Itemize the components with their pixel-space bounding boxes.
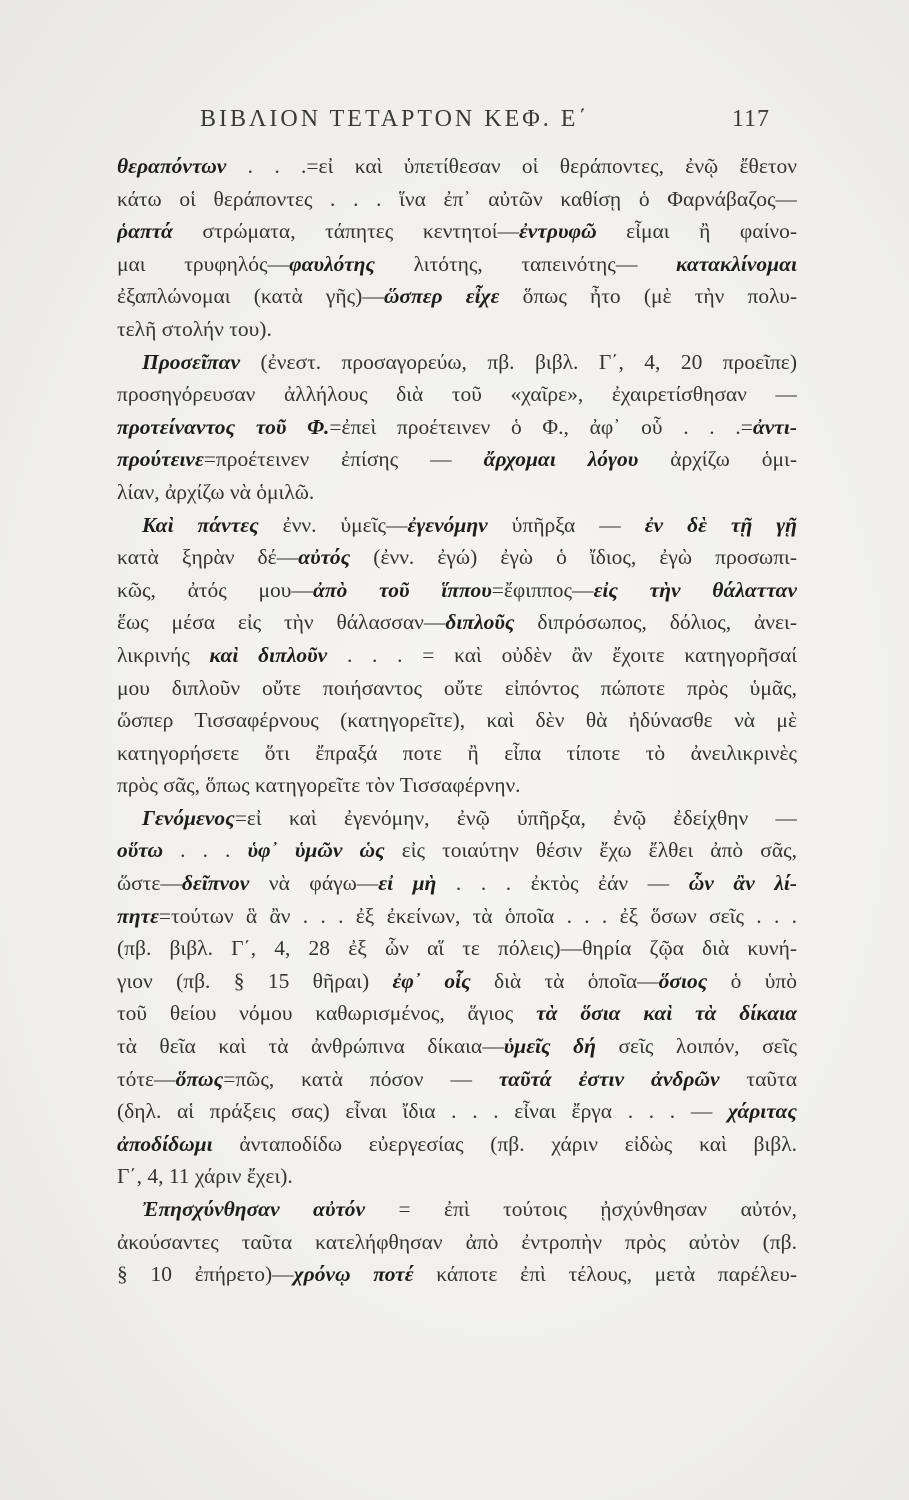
gloss-text: εἰς τοιαύτην θέσιν ἔχω ἔλθει ἀπὸ σᾶς,: [384, 838, 797, 863]
running-header: [200, 106, 770, 146]
gloss-text: ἐνν. ὑμεῖς—: [258, 512, 408, 537]
lemma-term: Καὶ πάντες: [142, 512, 259, 537]
text-line: [117, 150, 797, 183]
lemma-term: κατακλίνομαι: [675, 251, 797, 276]
lemma-term: θεραπόντων: [117, 154, 227, 178]
lemma-term: φαυλότης: [289, 251, 375, 276]
gloss-text: =προέτεινεν ἐπίσης —: [203, 447, 484, 472]
gloss-text: =τούτων ἃ ἂν . . . ἐξ ἐκείνων, τὰ ὁποῖα . . . ἐξ ὅσων σεῖς . . .: [158, 903, 797, 928]
gloss-text: εἶμαι ἢ φαίνο-: [596, 219, 797, 244]
gloss-text: . . . ἐκτὸς ἐάν —: [436, 871, 689, 896]
text-line: [117, 900, 797, 933]
gloss-text: ὅπως ἦτο (μὲ τὴν πολυ-: [499, 284, 797, 309]
gloss-text: = ἐπὶ τούτοις ᾐσχύνθησαν αὐτόν,: [365, 1197, 797, 1221]
gloss-text: ὥστε—: [117, 871, 182, 896]
lemma-term: ὅσιος: [658, 968, 708, 993]
gloss-text: στρώματα, τάπητες κεντητοί—: [172, 219, 519, 244]
lemma-term: Προσεῖπαν: [142, 349, 241, 374]
lemma-term: ἀποδίδωμι: [117, 1131, 213, 1156]
lemma-term: ἐντρυφῶ: [518, 219, 597, 244]
text-line: [117, 313, 797, 346]
lemma-term: ἀπὸ τοῦ ἵππου: [312, 577, 492, 602]
gloss-text: . . .=εἰ καὶ ὑπετίθεσαν οἱ θεράποντες, ἐνῷ ἔθετον: [226, 154, 797, 178]
text-line: [117, 248, 797, 281]
gloss-text: ἕως μέσα εἰς τὴν θάλασσαν—: [117, 610, 446, 635]
gloss-text: μαι τρυφηλός—: [117, 251, 290, 276]
gloss-text: τότε—: [117, 1066, 176, 1091]
gloss-text: τελῆ στολήν του).: [117, 316, 272, 341]
gloss-text: κάποτε ἐπὶ τέλους, μετὰ παρέλευ-: [413, 1262, 797, 1287]
lemma-term: δεῖπνον: [181, 871, 250, 896]
text-line: [117, 704, 797, 737]
running-title: ΒΙΒΛΙΟΝ ΤΕΤΑΡΤΟΝ ΚΕΦ. Ε΄: [200, 106, 590, 132]
gloss-text: μου διπλοῦν οὔτε ποιήσαντος οὔτε εἰπόντος πώποτε πρὸς ὑμᾶς,: [117, 675, 797, 700]
gloss-text: § 10 ἐπήρετο)—: [117, 1262, 294, 1287]
text-line: [117, 834, 797, 867]
lemma-term: ταῦτά ἐστιν ἀνδρῶν: [498, 1066, 720, 1091]
gloss-text: τοῦ θείου νόμου καθωρισμένος, ἅγιος: [117, 1001, 537, 1026]
lemma-term: ὅπως: [175, 1066, 224, 1091]
text-line: [117, 411, 797, 444]
text-line: [117, 1095, 797, 1128]
text-line: [117, 997, 797, 1030]
text-line: [117, 1030, 797, 1063]
gloss-text: διὰ τὰ ὁποῖα—: [470, 968, 659, 993]
text-line: [117, 1128, 797, 1161]
lemma-term: εἰς τὴν θάλατταν: [593, 577, 797, 602]
lemma-term: ἐγενόμην: [407, 512, 488, 537]
gloss-text: ἀρχίζω ὁμι-: [638, 447, 797, 472]
commentary-text: [117, 150, 797, 1291]
text-line: [117, 183, 797, 216]
lemma-term: ἄρχομαι λόγου: [483, 447, 639, 472]
text-line: [117, 606, 797, 639]
lemma-term: ὑφ᾽ ὑμῶν ὡς: [247, 838, 385, 863]
gloss-text: ὥσπερ Τισσαφέρνους (κατηγορεῖτε), καὶ δὲν θὰ ἠδύνασθε νὰ μὲ: [117, 708, 797, 733]
gloss-text: ἀκούσαντες ταῦτα κατελήφθησαν ἀπὸ ἐντροπὴν πρὸς αὐτὸν (πβ.: [117, 1229, 797, 1254]
lemma-term: Ἐπησχύνθησαν αὐτόν: [142, 1197, 366, 1221]
text-line: [117, 867, 797, 900]
gloss-text: (ἐνεστ. προσαγορεύω, πβ. βιβλ. Γ΄, 4, 20 προεῖπε): [240, 349, 797, 374]
lemma-term: ἀντι-: [752, 414, 797, 439]
gloss-text: κῶς, ἀτός μου—: [117, 577, 313, 602]
gloss-text: (ἐνν. ἐγώ) ἐγὼ ὁ ἴδιος, ἐγὼ προσωπι-: [350, 545, 797, 570]
text-line: [117, 965, 797, 998]
page-number: 117: [731, 106, 770, 132]
gloss-text: λιτότης, ταπεινότης—: [375, 251, 676, 276]
text-line: [117, 1258, 797, 1291]
gloss-text: =ἐπεὶ προέτεινεν ὁ Φ., ἀφ᾽ οὗ . . .=: [329, 414, 753, 439]
gloss-text: λικρινής: [117, 642, 210, 667]
gloss-text: . . .: [163, 838, 248, 863]
gloss-text: (πβ. βιβλ. Γ΄, 4, 28 ἐξ ὧν αἵ τε πόλεις)—θηρία ζῷα διὰ κυνή-: [117, 936, 797, 961]
text-line: [117, 476, 797, 509]
gloss-text: λίαν, ἀρχίζω νὰ ὁμιλῶ.: [117, 479, 315, 504]
gloss-text: (δηλ. αἱ πράξεις σας) εἶναι ἴδια . . . εἶναι ἔργα . . . —: [117, 1099, 728, 1124]
text-line: [117, 509, 797, 542]
text-line: [117, 802, 797, 835]
text-line: [117, 215, 797, 248]
gloss-text: ὁ ὑπὸ: [707, 968, 797, 993]
gloss-text: ὑπῆρξα —: [487, 512, 645, 537]
lemma-term: ῥαπτά: [117, 219, 173, 244]
lemma-term: προτείναντος τοῦ Φ.: [117, 414, 330, 439]
gloss-text: γιον (πβ. § 15 θῆραι): [117, 968, 393, 993]
gloss-text: νὰ φάγω—: [249, 871, 379, 896]
lemma-term: ἐν δὲ τῇ γῇ: [644, 512, 797, 537]
gloss-text: . . . = καὶ οὐδὲν ἂν ἔχοιτε κατηγορῆσαί: [327, 642, 797, 667]
gloss-text: =πῶς, κατὰ πόσον —: [223, 1066, 499, 1091]
text-line: [117, 1193, 797, 1226]
gloss-text: Γ΄, 4, 11 χάριν ἔχει).: [117, 1164, 293, 1189]
text-line: [117, 1160, 797, 1193]
lemma-term: πητε: [117, 903, 159, 928]
lemma-term: προύτεινε: [117, 447, 204, 472]
gloss-text: διπρόσωπος, δόλιος, ἀνει-: [514, 610, 797, 635]
gloss-text: κατηγορήσετε ὅτι ἔπραξά ποτε ἢ εἶπα τίποτε τὸ ἀνειλικρινὲς: [117, 740, 797, 765]
text-line: [117, 574, 797, 607]
gloss-text: προσηγόρευσαν ἀλλήλους διὰ τοῦ «χαῖρε», ἐχαιρετίσθησαν —: [117, 382, 797, 407]
text-line: [117, 672, 797, 705]
gloss-text: ἐξαπλώνομαι (κατὰ γῆς)—: [117, 284, 384, 309]
gloss-text: κατὰ ξηρὰν δέ—: [117, 545, 299, 570]
gloss-text: ἀνταποδίδω εὐεργεσίας (πβ. χάριν εἰδὼς καὶ βιβλ.: [212, 1131, 797, 1156]
lemma-term: χάριτας: [728, 1099, 797, 1124]
gloss-text: πρὸς σᾶς, ὅπως κατηγορεῖτε τὸν Τισσαφέρνην.: [117, 773, 521, 798]
lemma-term: ὑμεῖς δή: [503, 1034, 596, 1059]
lemma-term: Γενόμενος: [142, 805, 235, 830]
text-line: [117, 1226, 797, 1259]
lemma-term: εἰ μὴ: [378, 871, 437, 896]
text-line: [117, 280, 797, 313]
gloss-text: κάτω οἱ θεράποντες . . . ἵνα ἐπ᾽ αὐτῶν καθίσῃ ὁ Φαρνάβαζος—: [117, 186, 797, 211]
gloss-text: σεῖς λοιπόν, σεῖς: [595, 1034, 797, 1059]
lemma-term: ἐφ᾽ οἷς: [392, 968, 471, 993]
lemma-term: αὐτός: [298, 545, 351, 570]
lemma-term: τὰ ὅσια καὶ τὰ δίκαια: [536, 1001, 797, 1026]
gloss-text: τὰ θεῖα καὶ τὰ ἀνθρώπινα δίκαια—: [117, 1034, 504, 1059]
lemma-term: οὕτω: [117, 838, 164, 863]
text-line: [117, 541, 797, 574]
gloss-text: =ἔφιππος—: [491, 577, 594, 602]
text-line: [117, 737, 797, 770]
lemma-term: διπλοῦς: [445, 610, 515, 635]
text-line: [117, 1063, 797, 1096]
gloss-text: ταῦτα: [719, 1066, 797, 1091]
text-line: [117, 769, 797, 802]
lemma-term: χρόνῳ ποτέ: [293, 1262, 414, 1287]
text-line: [117, 346, 797, 379]
lemma-term: καὶ διπλοῦν: [209, 642, 328, 667]
text-line: [117, 443, 797, 476]
lemma-term: ὧν ἂν λί-: [688, 871, 797, 896]
text-line: [117, 378, 797, 411]
text-line: [117, 639, 797, 672]
lemma-term: ὥσπερ εἶχε: [383, 284, 500, 309]
gloss-text: =εἰ καὶ ἐγενόμην, ἐνῷ ὑπῆρξα, ἐνῷ ἐδείχθην —: [234, 805, 797, 830]
text-line: [117, 932, 797, 965]
